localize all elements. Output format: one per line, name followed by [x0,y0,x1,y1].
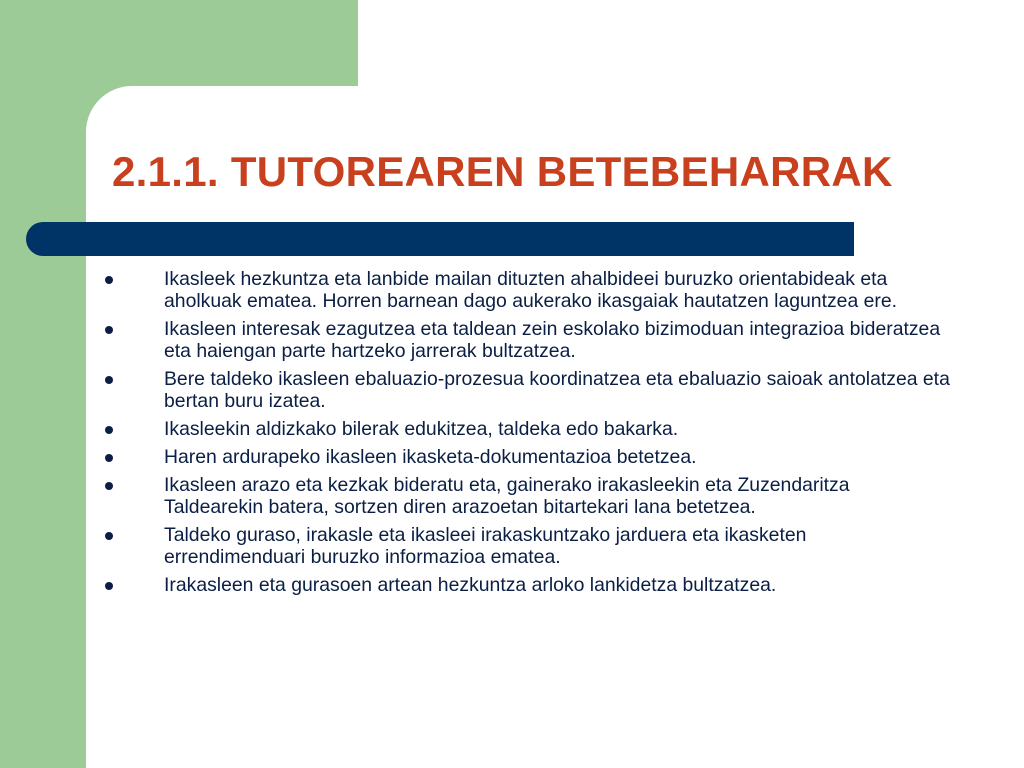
bullet-item [102,524,952,568]
bullet-text: Taldeko guraso, irakasle eta ikasleei irakaskuntzako jarduera eta ikasketen errendimenduari buruzko informazioa ematea. [164,524,807,568]
bullet-item [102,446,952,468]
bullet-list [102,268,952,602]
bullet-dot-icon [105,482,113,490]
bullet-item [102,268,952,312]
bullet-dot-icon [105,532,113,540]
bullet-dot-icon [105,326,113,334]
bullet-item [102,368,952,412]
bullet-dot-icon [105,276,113,284]
bullet-text: Ikasleekin aldizkako bilerak edukitzea, taldeka edo bakarka. [164,418,679,440]
slide-title: 2.1.1. TUTOREAREN BETEBEHARRAK [112,148,893,195]
bullet-dot-icon [105,582,113,590]
bullet-item [102,474,952,518]
bullet-text: Ikasleen interesak ezagutzea eta taldean zein eskolako bizimoduan integrazioa bideratzea eta haiengan parte hartzeko jarrerak bultzatzea. [164,318,941,362]
title-underline-bar [26,222,854,256]
bullet-item [102,418,952,440]
bullet-dot-icon [105,376,113,384]
bullet-text: Ikasleen arazo eta kezkak bideratu eta, gainerako irakasleekin eta Zuzendaritza Taldearekin batera, sortzen diren arazoetan bitartekari lana betetzea. [164,474,850,518]
bullet-text: Bere taldeko ikasleen ebaluazio-prozesua koordinatzea eta ebaluazio saioak antolatzea eta bertan buru izatea. [164,368,950,412]
bullet-dot-icon [105,454,113,462]
bullet-item [102,318,952,362]
bullet-item [102,574,952,596]
bullet-text: Haren ardurapeko ikasleen ikasketa-dokumentazioa betetzea. [164,446,697,468]
bullet-dot-icon [105,426,113,434]
bullet-text: Ikasleek hezkuntza eta lanbide mailan dituzten ahalbideei buruzko orientabideak eta aholkuak ematea. Horren barnean dago aukerako ikasgaiak hautatzen laguntzea ere. [164,268,898,312]
bullet-text: Irakasleen eta gurasoen artean hezkuntza arloko lankidetza bultzatzea. [164,574,777,596]
